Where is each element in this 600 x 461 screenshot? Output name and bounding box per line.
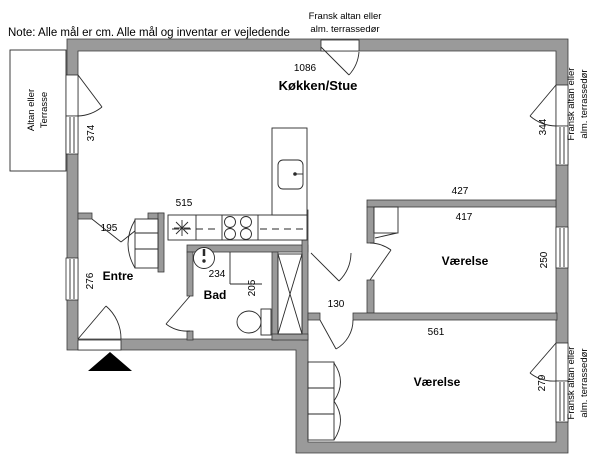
right-bottom-french-line1: Fransk altan eller bbox=[566, 346, 577, 420]
door-entrance bbox=[78, 306, 121, 339]
door-hallway bbox=[311, 253, 351, 281]
dim-kitchen-width: 1086 bbox=[293, 63, 317, 74]
note-text: Note: Alle mål er cm. Alle mål og inventar er vejledende bbox=[8, 27, 290, 39]
right-bottom-french-line2: alm. terrassedør bbox=[579, 348, 590, 418]
dim-left-door: 374 bbox=[86, 124, 97, 142]
balcony-label-line2: Terrasse bbox=[39, 91, 50, 129]
top-french-line1: Fransk altan eller bbox=[308, 11, 382, 22]
sink-drain-icon bbox=[174, 220, 190, 236]
room2-wardrobe bbox=[308, 362, 341, 440]
door-bath bbox=[166, 296, 190, 331]
hall-closet bbox=[278, 254, 302, 334]
right-top-french-line1: Fransk altan eller bbox=[566, 67, 577, 141]
dim-counter: 515 bbox=[175, 198, 193, 209]
room1-closet bbox=[374, 207, 398, 238]
room-label-room2: Værelse bbox=[413, 375, 461, 389]
toilet bbox=[237, 309, 271, 335]
right-top-french-line2: alm. terrassedør bbox=[579, 69, 590, 139]
balcony-outline bbox=[10, 50, 66, 171]
dim-room2-door: 279 bbox=[537, 374, 548, 392]
dim-bath-depth: 205 bbox=[247, 279, 258, 297]
window-right-middle bbox=[556, 227, 568, 268]
entrance-arrow bbox=[88, 352, 132, 371]
label-top-french-balcony bbox=[309, 11, 382, 35]
dim-room1-window: 250 bbox=[539, 251, 550, 269]
right-side-labels bbox=[566, 68, 590, 420]
dim-room1-wall: 427 bbox=[451, 186, 469, 197]
door-room1 bbox=[370, 243, 391, 280]
dim-room2-width: 561 bbox=[427, 327, 445, 338]
balcony-label-line1: Altan eller bbox=[26, 88, 37, 132]
dim-hallway: 130 bbox=[327, 299, 345, 310]
room-label-room1: Værelse bbox=[441, 254, 489, 268]
balcony-terrace bbox=[10, 50, 66, 171]
washbasin bbox=[194, 248, 215, 269]
kitchen-counter bbox=[168, 128, 307, 240]
top-french-line2: alm. terrassedør bbox=[310, 24, 380, 35]
window-left-top bbox=[66, 116, 78, 154]
room-label-entre: Entre bbox=[102, 269, 134, 283]
dim-room1-width: 417 bbox=[455, 212, 473, 223]
door-balcony-left bbox=[78, 75, 102, 116]
room-label-bath: Bad bbox=[203, 288, 227, 302]
dim-bath-width: 234 bbox=[208, 269, 226, 280]
dim-right-top-door: 344 bbox=[538, 118, 549, 136]
shower-lines bbox=[230, 252, 262, 284]
kitchen-sink bbox=[278, 160, 303, 189]
dim-left-window: 276 bbox=[85, 272, 96, 290]
entre-wardrobe bbox=[128, 219, 158, 268]
window-left-bottom bbox=[66, 258, 78, 300]
room-label-kitchen: Køkken/Stue bbox=[278, 78, 358, 93]
door-room2 bbox=[320, 320, 353, 349]
dim-entre-opening: 195 bbox=[100, 223, 118, 234]
